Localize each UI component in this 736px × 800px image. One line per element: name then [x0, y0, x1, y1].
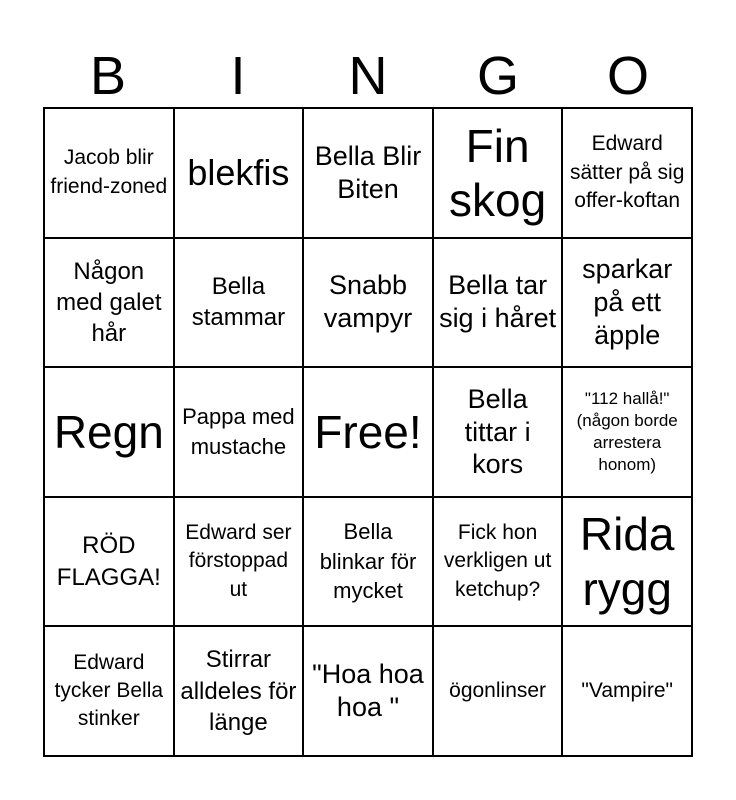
bingo-cell[interactable]: Snabb vampyr [303, 238, 433, 368]
bingo-cell[interactable]: Edward sätter på sig offer-koftan [562, 108, 692, 238]
bingo-cell[interactable]: "Vampire" [562, 626, 692, 756]
header-letter-i: I [230, 46, 246, 106]
bingo-header [43, 44, 693, 108]
bingo-cell[interactable]: Jacob blir friend-zoned [44, 108, 174, 238]
bingo-cell[interactable]: Någon med galet hår [44, 238, 174, 368]
bingo-cell[interactable]: Edward tycker Bella stinker [44, 626, 174, 756]
bingo-cell[interactable]: Bella tittar i kors [433, 367, 563, 497]
bingo-cell[interactable]: Fick hon verkligen ut ketchup? [433, 497, 563, 627]
header-letter-o: O [606, 46, 649, 106]
header-letter-b: B [89, 46, 127, 106]
bingo-cell[interactable]: Bella tar sig i håret [433, 238, 563, 368]
bingo-cell[interactable]: "112 hallå!" (någon borde arrestera honom) [562, 367, 692, 497]
bingo-cell[interactable]: RÖD FLAGGA! [44, 497, 174, 627]
header-letter-n: N [348, 46, 388, 106]
bingo-cell[interactable]: Bella blinkar för mycket [303, 497, 433, 627]
bingo-cell[interactable]: Bella Blir Biten [303, 108, 433, 238]
header-letter-g: G [476, 46, 519, 106]
bingo-cell[interactable]: Stirrar alldeles för länge [174, 626, 304, 756]
bingo-cell[interactable]: Fin skog [433, 108, 563, 238]
bingo-cell[interactable]: Edward ser förstoppad ut [174, 497, 304, 627]
bingo-cell[interactable]: Bella stammar [174, 238, 304, 368]
bingo-card-grid [43, 107, 693, 757]
bingo-cell[interactable]: blekfis [174, 108, 304, 238]
bingo-cell[interactable]: Pappa med mustache [174, 367, 304, 497]
bingo-cell[interactable]: ögonlinser [433, 626, 563, 756]
bingo-cell[interactable]: "Hoa hoa hoa " [303, 626, 433, 756]
bingo-cell[interactable]: sparkar på ett äpple [562, 238, 692, 368]
bingo-free-cell[interactable]: Free! [303, 367, 433, 497]
bingo-cell[interactable]: Rida rygg [562, 497, 692, 627]
bingo-cell[interactable]: Regn [44, 367, 174, 497]
